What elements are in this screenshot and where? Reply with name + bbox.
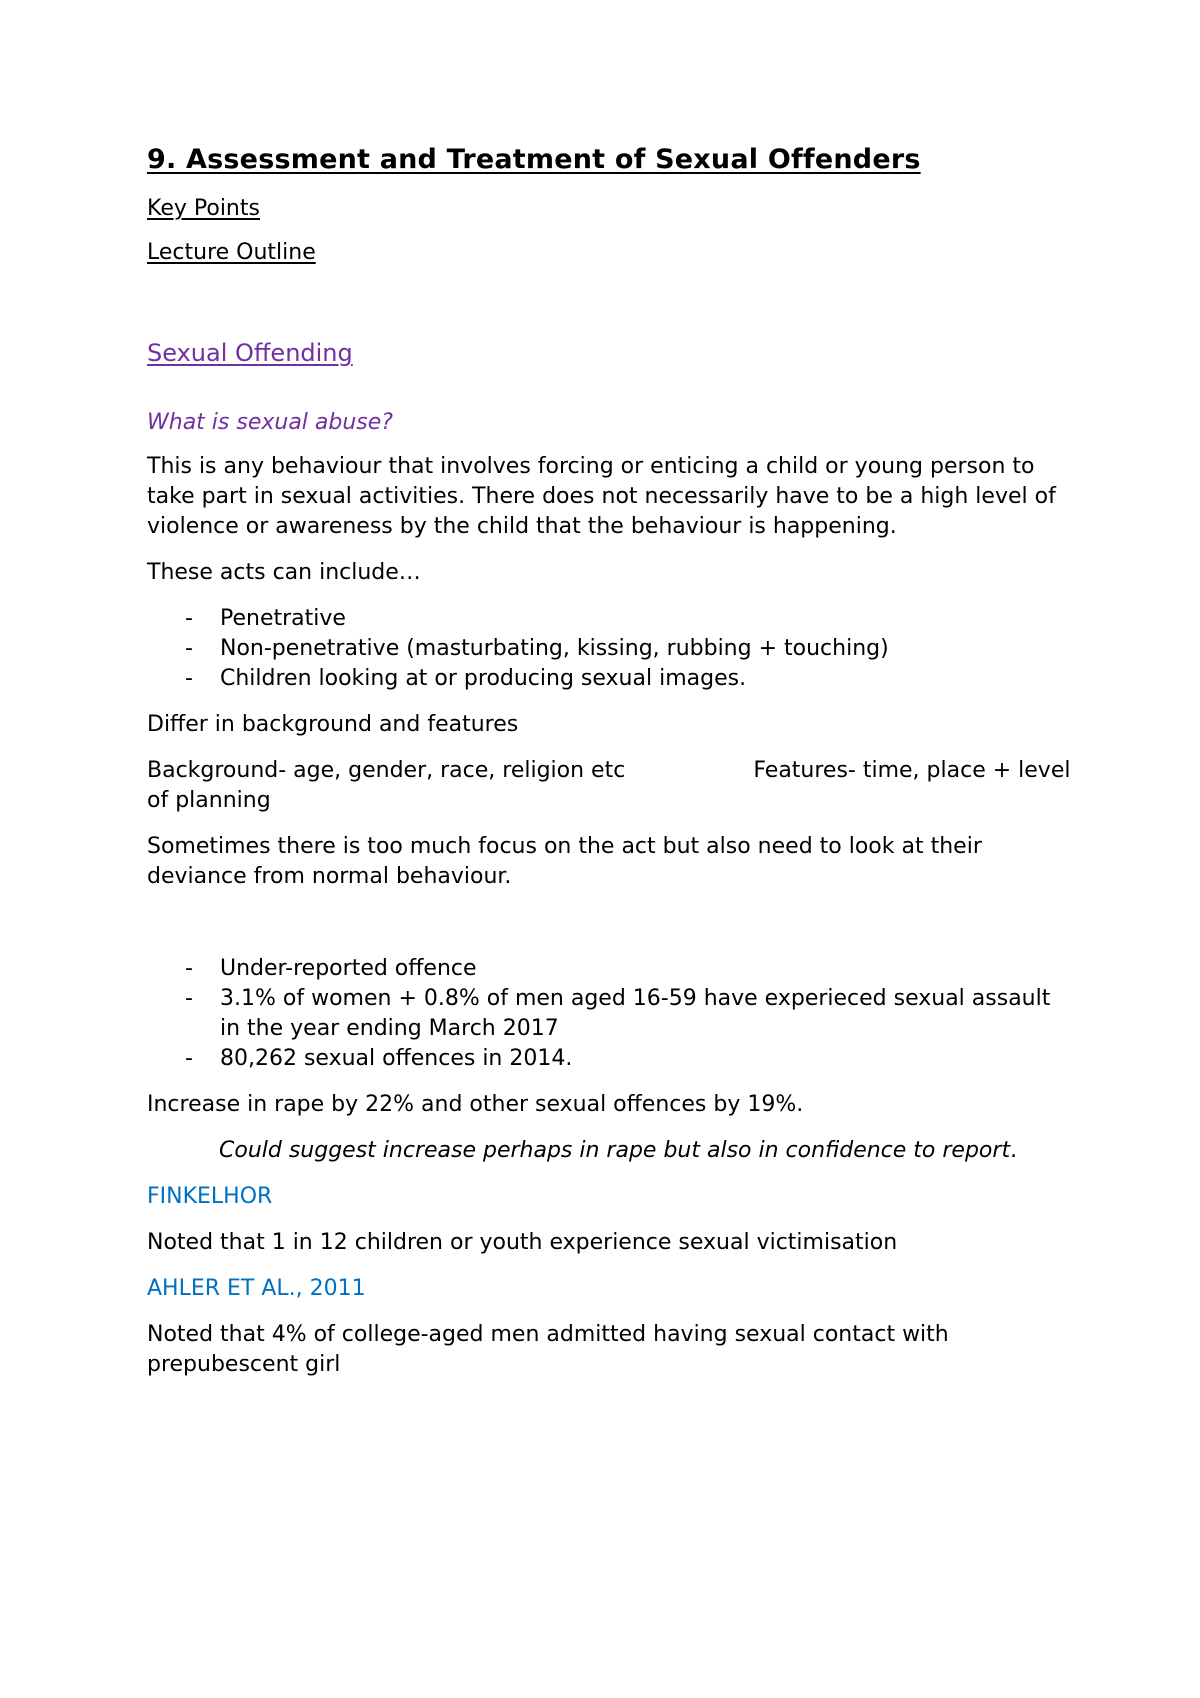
ahler-heading: AHLER ET AL., 2011	[147, 1276, 366, 1301]
increase-paragraph: Increase in rape by 22% and other sexual offences by 19%.	[147, 1092, 804, 1117]
list-item: - 3.1% of women + 0.8% of men aged 16-59 have experieced sexual assault in the year ending March 2017	[147, 984, 1077, 1044]
list-item: - Under-reported offence	[147, 954, 1077, 984]
document-title: 9. Assessment and Treatment of Sexual Offenders	[147, 144, 921, 175]
definition-paragraph: This is any behaviour that involves forcing or enticing a child or young person to take part in sexual activities. There does not necessarily have to be a high level of violence or awareness by the child that the behaviour is happening.	[147, 454, 1056, 539]
document-page	[147, 140, 1077, 1396]
note-tail: .	[1010, 1138, 1018, 1163]
list-item: - Children looking at or producing sexual images.	[147, 664, 1077, 694]
ahler-paragraph: Noted that 4% of college-aged men admitted having sexual contact with prepubescent girl	[147, 1322, 949, 1377]
spacer	[147, 282, 1077, 336]
focus-paragraph: Sometimes there is too much focus on the act but also need to look at their deviance from normal behaviour.	[147, 834, 982, 889]
background-text: Background- age, gender, race, religion etc	[147, 758, 626, 783]
note-italic: Could suggest increase perhaps in rape but also in confidence to report	[219, 1138, 1011, 1163]
question-heading: What is sexual abuse?	[147, 410, 393, 435]
finkelhor-paragraph: Noted that 1 in 12 children or youth experience sexual victimisation	[147, 1230, 898, 1255]
stats-list	[147, 954, 1077, 1074]
background-features-line	[147, 756, 1077, 816]
list-item: - Penetrative	[147, 604, 1077, 634]
spacer	[147, 370, 1077, 408]
lecture-outline-heading: Lecture Outline	[147, 240, 316, 265]
list-item: - Non-penetrative (masturbating, kissing, rubbing + touching)	[147, 634, 1077, 664]
section-title: Sexual Offending	[147, 339, 353, 367]
list-item: - 80,262 sexual offences in 2014.	[147, 1044, 1077, 1074]
differ-paragraph: Differ in background and features	[147, 712, 519, 737]
note-paragraph	[147, 1136, 1077, 1166]
key-points-heading: Key Points	[147, 196, 260, 221]
acts-list	[147, 604, 1077, 694]
spacer	[147, 908, 1077, 954]
finkelhor-heading: FINKELHOR	[147, 1184, 273, 1209]
features-text: Features- time, place + level of planning	[147, 758, 1071, 813]
acts-intro: These acts can include…	[147, 560, 421, 585]
